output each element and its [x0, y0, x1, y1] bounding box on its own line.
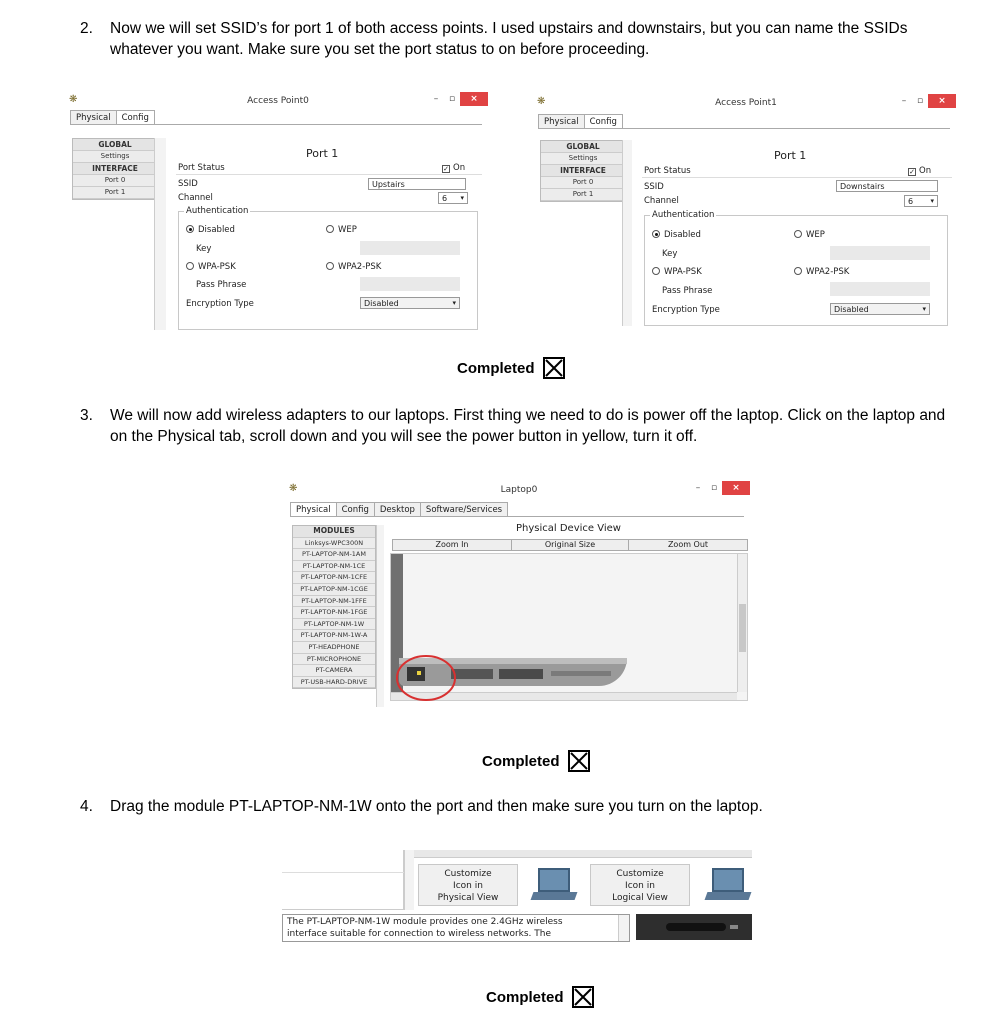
nav-scrollbar[interactable] — [154, 138, 166, 330]
physical-device-view-title: Physical Device View — [516, 523, 621, 534]
nav-settings[interactable]: Settings — [541, 153, 625, 165]
module-item[interactable]: PT-LAPTOP-NM-1W-A — [293, 630, 375, 642]
nav-port0[interactable]: Port 0 — [73, 175, 157, 187]
module-item[interactable]: PT-MICROPHONE — [293, 654, 375, 666]
module-panel — [282, 850, 752, 944]
window-title: Access Point0 — [247, 96, 309, 106]
tab-software-services[interactable]: Software/Services — [420, 502, 508, 517]
module-item[interactable]: PT-LAPTOP-NM-1FGE — [293, 607, 375, 619]
list-scrollbar[interactable] — [404, 850, 414, 910]
tab-desktop[interactable]: Desktop — [374, 502, 421, 517]
port-title: Port 1 — [306, 147, 339, 160]
laptop-icon — [706, 868, 748, 904]
radio-wpa-psk[interactable]: WPA-PSK — [186, 262, 236, 272]
authentication-label: Authentication — [652, 210, 715, 220]
minimize-button[interactable]: – — [433, 94, 439, 104]
module-item[interactable]: PT-USB-HARD-DRIVE — [293, 677, 375, 689]
maximize-button[interactable]: ▫ — [916, 96, 924, 106]
checked-box-icon — [568, 750, 590, 772]
module-item[interactable]: PT-LAPTOP-NM-1FFE — [293, 596, 375, 608]
port-status-checkbox[interactable]: ✓ On — [443, 163, 466, 173]
config-nav — [540, 140, 626, 202]
app-icon: ❋ — [537, 96, 546, 107]
nav-port1[interactable]: Port 1 — [541, 189, 625, 201]
encryption-type-label: Encryption Type — [652, 305, 720, 315]
channel-label: Channel — [178, 193, 213, 203]
module-item[interactable]: Linksys-WPC300N — [293, 538, 375, 550]
nav-interface[interactable]: INTERFACE — [541, 165, 625, 177]
laptop-icon — [532, 868, 574, 904]
port-title: Port 1 — [774, 149, 807, 162]
close-button[interactable]: × — [722, 481, 750, 495]
encryption-type-select[interactable]: Disabled ▾ — [360, 297, 460, 309]
module-item[interactable]: PT-HEADPHONE — [293, 642, 375, 654]
module-list-area — [282, 850, 404, 910]
channel-select[interactable]: 6 ▾ — [438, 192, 468, 204]
ssid-label: SSID — [644, 182, 664, 192]
minimize-button[interactable]: – — [695, 483, 701, 493]
nav-settings[interactable]: Settings — [73, 151, 157, 163]
channel-select[interactable]: 6 ▾ — [904, 195, 938, 207]
step-number: 3. — [80, 407, 93, 424]
pass-phrase-label: Pass Phrase — [196, 280, 247, 290]
completed-marker — [482, 750, 590, 772]
check-icon: ✓ — [909, 168, 915, 176]
customize-physical-button[interactable]: Customize Icon in Physical View — [418, 864, 518, 906]
customize-logical-button[interactable]: Customize Icon in Logical View — [590, 864, 690, 906]
tab-config[interactable]: Config — [116, 110, 155, 125]
nav-global[interactable]: GLOBAL — [541, 141, 625, 153]
step-number: 4. — [80, 798, 93, 815]
access-point1-window — [534, 94, 958, 326]
completed-label: Completed — [482, 752, 560, 770]
step-text: Now we will set SSID’s for port 1 of both access points. I used upstairs and downstairs, but you can name the SSIDs whatever you want. Make sure you set the port status to on before proceeding. — [110, 20, 908, 58]
checked-box-icon — [572, 986, 594, 1008]
encryption-type-select[interactable]: Disabled ▾ — [830, 303, 930, 315]
nav-interface[interactable]: INTERFACE — [73, 163, 157, 175]
ssid-input[interactable]: Upstairs — [368, 178, 466, 190]
maximize-button[interactable]: ▫ — [710, 483, 718, 493]
description-scrollbar[interactable] — [618, 915, 629, 941]
port-status-checkbox[interactable]: ✓ On — [909, 166, 932, 176]
module-item[interactable]: PT-LAPTOP-NM-1CGE — [293, 584, 375, 596]
chevron-down-icon: ▾ — [922, 305, 926, 313]
module-item[interactable]: PT-CAMERA — [293, 665, 375, 677]
channel-label: Channel — [644, 196, 679, 206]
key-input[interactable] — [360, 241, 460, 255]
title-bar — [66, 92, 490, 110]
ssid-input[interactable]: Downstairs — [836, 180, 938, 192]
nav-global[interactable]: GLOBAL — [73, 139, 157, 151]
close-button[interactable]: × — [928, 94, 956, 108]
ssid-label: SSID — [178, 179, 198, 189]
red-highlight-circle — [394, 653, 458, 703]
access-point0-window — [66, 92, 490, 330]
chevron-down-icon: ▾ — [930, 197, 934, 205]
horizontal-scrollbar[interactable] — [414, 850, 752, 858]
module-item[interactable]: PT-LAPTOP-NM-1CE — [293, 561, 375, 573]
nav-port1[interactable]: Port 1 — [73, 187, 157, 199]
key-label: Key — [196, 244, 212, 254]
key-label: Key — [662, 249, 678, 259]
minimize-button[interactable]: – — [901, 96, 907, 106]
tab-config[interactable]: Config — [336, 502, 375, 517]
pass-phrase-input[interactable] — [830, 282, 930, 296]
maximize-button[interactable]: ▫ — [448, 94, 456, 104]
key-input[interactable] — [830, 246, 930, 260]
title-bar — [534, 94, 958, 112]
pass-phrase-input[interactable] — [360, 277, 460, 291]
chevron-down-icon: ▾ — [452, 299, 456, 307]
app-icon: ❋ — [289, 483, 298, 494]
encryption-type-label: Encryption Type — [186, 299, 254, 309]
tab-physical[interactable]: Physical — [70, 110, 117, 125]
radio-wep[interactable]: WEP — [794, 230, 825, 240]
port-status-label: Port Status — [644, 166, 691, 176]
module-item[interactable]: PT-LAPTOP-NM-1AM — [293, 549, 375, 561]
tab-physical[interactable]: Physical — [538, 114, 585, 129]
module-item[interactable]: PT-LAPTOP-NM-1W — [293, 619, 375, 631]
completed-label: Completed — [486, 988, 564, 1006]
tab-physical[interactable]: Physical — [290, 502, 337, 517]
original-size-button[interactable]: Original Size — [511, 539, 629, 551]
completed-marker — [486, 986, 594, 1008]
pass-phrase-label: Pass Phrase — [662, 286, 713, 296]
app-icon: ❋ — [69, 94, 78, 105]
module-item[interactable]: PT-LAPTOP-NM-1CFE — [293, 572, 375, 584]
port-status-label: Port Status — [178, 163, 225, 173]
config-nav — [72, 138, 158, 200]
laptop0-window — [286, 481, 752, 707]
step-text: Drag the module PT-LAPTOP-NM-1W onto the port and then make sure you turn on the laptop. — [110, 798, 763, 815]
step-number: 2. — [80, 20, 93, 37]
tab-config[interactable]: Config — [584, 114, 623, 129]
zoom-in-button[interactable]: Zoom In — [392, 539, 512, 551]
close-button[interactable]: × — [460, 92, 488, 106]
modules-scrollbar[interactable] — [376, 525, 384, 707]
modules-list — [292, 525, 376, 689]
radio-wep[interactable]: WEP — [326, 225, 357, 235]
vertical-scrollbar[interactable] — [737, 554, 747, 692]
completed-marker — [457, 357, 565, 379]
radio-disabled[interactable]: Disabled — [186, 225, 235, 235]
nav-port0[interactable]: Port 0 — [541, 177, 625, 189]
window-title: Access Point1 — [715, 98, 777, 108]
completed-label: Completed — [457, 359, 535, 377]
chevron-down-icon: ▾ — [460, 194, 464, 202]
module-image — [636, 914, 752, 940]
title-bar — [286, 481, 752, 499]
authentication-label: Authentication — [186, 206, 249, 216]
step-text: We will now add wireless adapters to our laptops. First thing we need to do is power off the laptop. Click on the laptop and on the Physical tab, scroll down and you will see the power button in yellow, turn it off. — [110, 407, 946, 445]
radio-wpa2-psk[interactable]: WPA2-PSK — [326, 262, 381, 272]
zoom-out-button[interactable]: Zoom Out — [628, 539, 748, 551]
modules-header: MODULES — [293, 526, 375, 538]
nav-scrollbar[interactable] — [622, 140, 632, 326]
radio-wpa-psk[interactable]: WPA-PSK — [652, 267, 702, 277]
module-description: The PT-LAPTOP-NM-1W module provides one 2.4GHz wireless interface suitable for connection to wireless networks. The — [282, 914, 630, 942]
window-title: Laptop0 — [500, 485, 538, 495]
radio-disabled[interactable]: Disabled — [652, 230, 701, 240]
radio-wpa2-psk[interactable]: WPA2-PSK — [794, 267, 849, 277]
checked-box-icon — [543, 357, 565, 379]
check-icon: ✓ — [443, 165, 449, 173]
